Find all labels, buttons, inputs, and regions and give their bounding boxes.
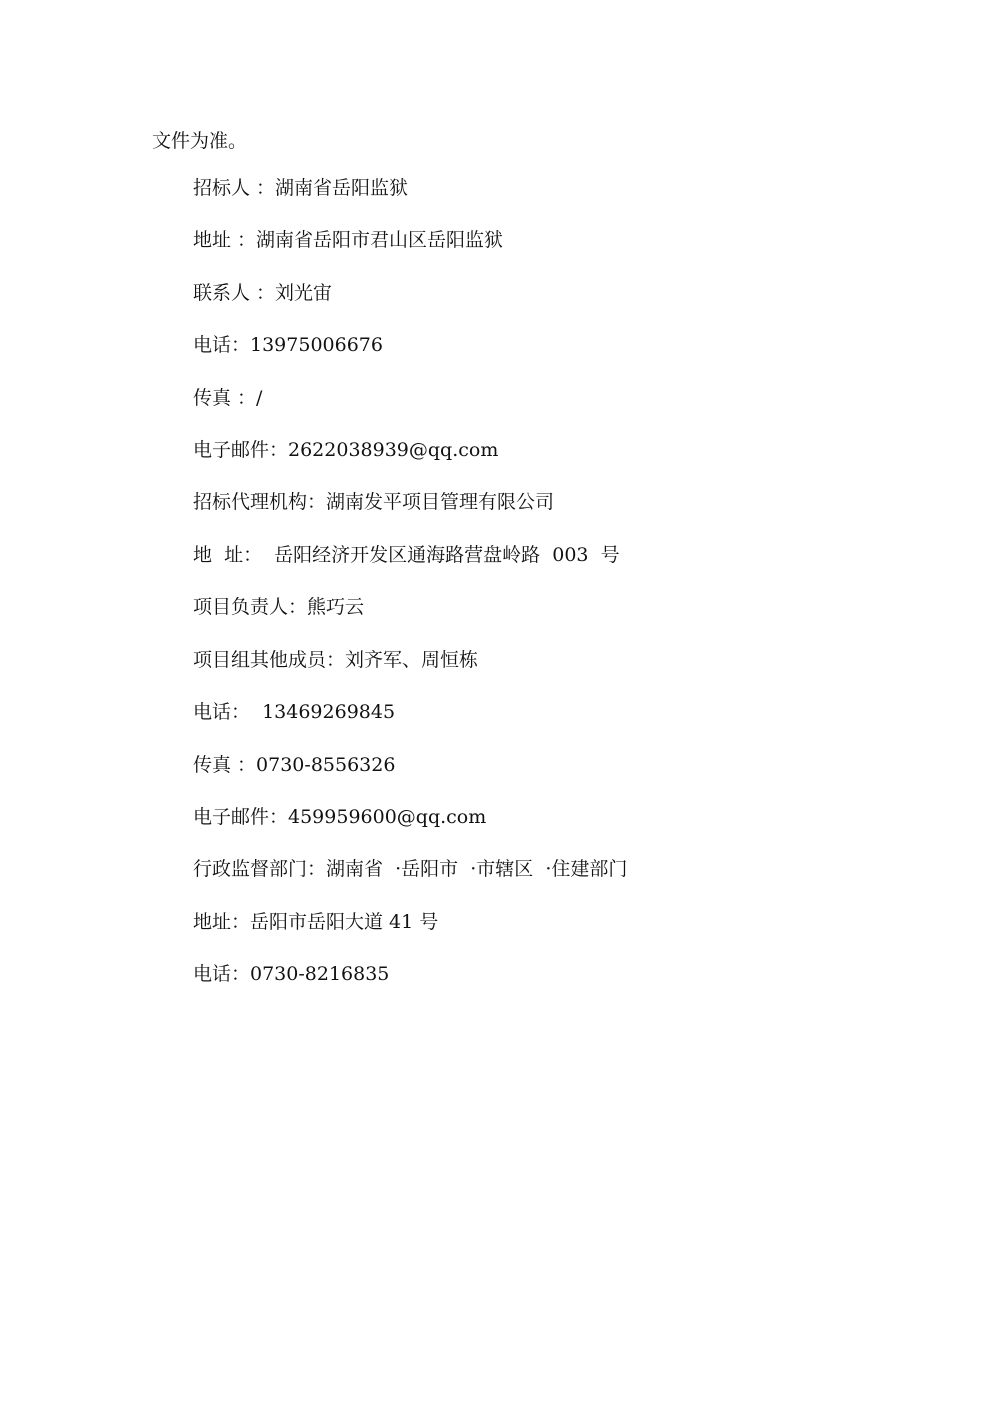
text-line-tenderer-phone: 电话：13975006676 bbox=[193, 334, 383, 356]
text-line-tenderer: 招标人 ：湖南省岳阳监狱 bbox=[193, 177, 409, 199]
text-line-agency-phone: 电话： 13469269845 bbox=[193, 701, 396, 723]
text-line-project-members: 项目组其他成员：刘齐军、周恒栋 bbox=[193, 649, 479, 671]
text-line-supervisory-address: 地址：岳阳市岳阳大道 41 号 bbox=[193, 911, 439, 933]
text-line-contact-person: 联系人 ：刘光宙 bbox=[193, 282, 333, 304]
text-line-tenderer-fax: 传真 ：/ bbox=[193, 387, 263, 409]
text-line-agency-email: 电子邮件：459959600@qq.com bbox=[193, 806, 487, 828]
text-line-supervisory-dept: 行政监督部门：湖南省 ·岳阳市 ·市辖区 ·住建部门 bbox=[193, 858, 628, 880]
text-line-continuation: 文件为准。 bbox=[152, 130, 248, 152]
text-line-agency-fax: 传真 ：0730-8556326 bbox=[193, 754, 396, 776]
text-line-supervisory-phone: 电话：0730-8216835 bbox=[193, 963, 390, 985]
text-line-tenderer-address: 地址 ：湖南省岳阳市君山区岳阳监狱 bbox=[193, 229, 504, 251]
text-line-project-lead: 项目负责人：熊巧云 bbox=[193, 596, 365, 618]
text-line-agency-address: 地 址： 岳阳经济开发区通海路营盘岭路 003 号 bbox=[193, 544, 620, 566]
text-line-agency: 招标代理机构：湖南发平项目管理有限公司 bbox=[193, 491, 555, 513]
text-line-tenderer-email: 电子邮件：2622038939@qq.com bbox=[193, 439, 499, 461]
